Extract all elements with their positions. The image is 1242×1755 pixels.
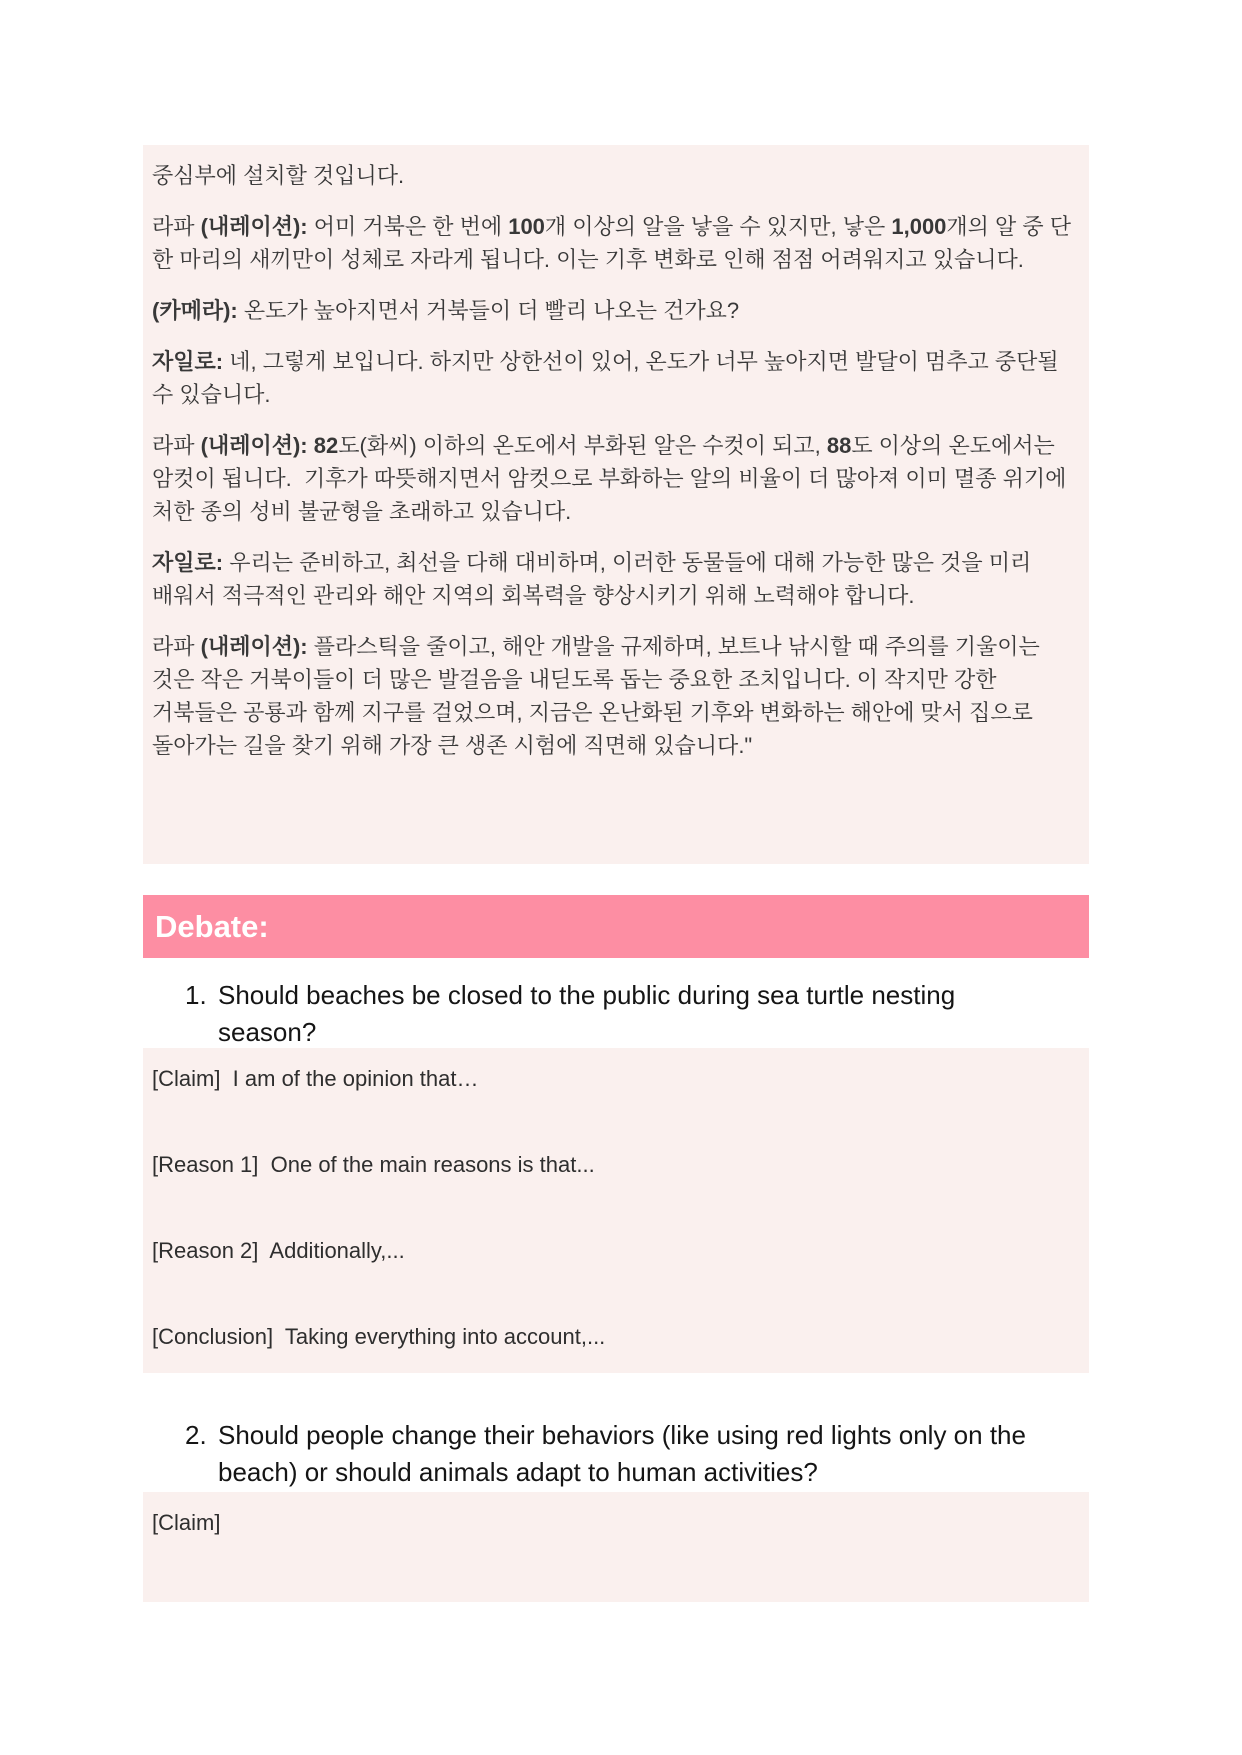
transcript-paragraph [152,630,1077,762]
transcript-emphasis-segment: 100 [508,214,545,239]
transcript-text-segment: 개 이상의 알을 낳을 수 있지만, 낳은 [544,214,892,239]
transcript-text-segment: 도 이상의 온도에서는 암컷이 됩니다. 기후가 따뜻해지면서 암컷으로 부화하는 알의 비율이 더 많아져 이미 멸종 위기에 처한 종의 성비 불균형을 초래하고 있습니다. [152,433,1073,524]
transcript-text-segment: 어미 거북은 한 번에 [307,214,509,239]
transcript-emphasis-segment: 88 [826,433,852,458]
transcript-paragraph [152,345,1077,411]
transcript-text-segment: 라파 [152,433,201,458]
transcript-emphasis-segment: (카메라): [152,298,238,323]
answer-prompt-claim: [Claim] I am of the opinion that… [152,1066,479,1091]
transcript-paragraph [152,546,1077,612]
transcript-emphasis-segment: 자일로: [152,550,224,575]
debate-question-1 [185,977,1065,1051]
answer-prompt-reason-2: [Reason 2] Additionally,... [152,1238,405,1263]
answer-prompt-claim-2: [Claim] [152,1510,221,1535]
answer-prompt-conclusion: [Conclusion] Taking everything into account,... [152,1324,606,1349]
answer-panel-2 [143,1492,1089,1602]
transcript-text-segment: 도(화씨) 이하의 온도에서 부화된 알은 수컷이 되고, [338,433,827,458]
question-1-number: 1. [185,980,207,1010]
transcript-emphasis-segment: (내레이션): [200,214,308,239]
answer-panel-1 [143,1048,1089,1373]
transcript-paragraph [152,159,1077,192]
transcript-emphasis-segment: 자일로: [152,349,224,374]
question-1-text: Should beaches be closed to the public during sea turtle nesting season? [218,980,956,1047]
transcript-text-segment: 플라스틱을 줄이고, 해안 개발을 규제하며, 보트나 낚시할 때 주의를 기울이는 것은 작은 거북이들이 더 많은 발걸음을 내딛도록 돕는 중요한 조치입니다. 이 작지만 강한 거북들은 공룡과 함께 지구를 걸었으며, 지금은 온난화된 기후와 변화하는 해안에 맞서 집으로 돌아가는 길을 찾기 위해 가장 큰 생존 시험에 직면해 있습니다." [152,634,1046,758]
transcript-text-segment: 중심부에 설치할 것입니다. [152,163,405,188]
transcript-panel [143,145,1089,864]
transcript-text-segment: 우리는 준비하고, 최선을 다해 대비하며, 이러한 동물들에 대해 가능한 많은 것을 미리 배워서 적극적인 관리와 해안 지역의 회복력을 향상시키기 위해 노력해야 합니다. [152,550,1038,608]
transcript-emphasis-segment: (내레이션): [200,634,308,659]
debate-heading: Debate: [155,908,269,944]
transcript-text-segment: 네, 그렇게 보입니다. 하지만 상한선이 있어, 온도가 너무 높아지면 발달이 멈추고 중단될 수 있습니다. [152,349,1065,407]
transcript-emphasis-segment: (내레이션): [200,433,308,458]
debate-question-2 [185,1417,1065,1491]
transcript-text-segment: 온도가 높아지면서 거북들이 더 빨리 나오는 건가요? [237,298,740,323]
transcript-emphasis-segment: 1,000 [891,214,947,239]
transcript-text-segment: 라파 [152,634,201,659]
transcript-text-segment: 개의 알 중 단 한 마리의 새끼만이 성체로 자라게 됩니다. 이는 기후 변화로 인해 점점 어려워지고 있습니다. [152,214,1078,272]
transcript-paragraph [152,429,1077,528]
question-2-text: Should people change their behaviors (like using red lights only on the beach) or should animals adapt to human activities? [218,1420,1026,1487]
answer-prompt-reason-1: [Reason 1] One of the main reasons is that... [152,1152,595,1177]
transcript-emphasis-segment: 82 [313,433,339,458]
question-2-number: 2. [185,1420,207,1450]
transcript-paragraph [152,294,1077,327]
transcript-paragraph [152,210,1077,276]
debate-heading-bar [143,895,1089,958]
transcript-text-segment: 라파 [152,214,201,239]
